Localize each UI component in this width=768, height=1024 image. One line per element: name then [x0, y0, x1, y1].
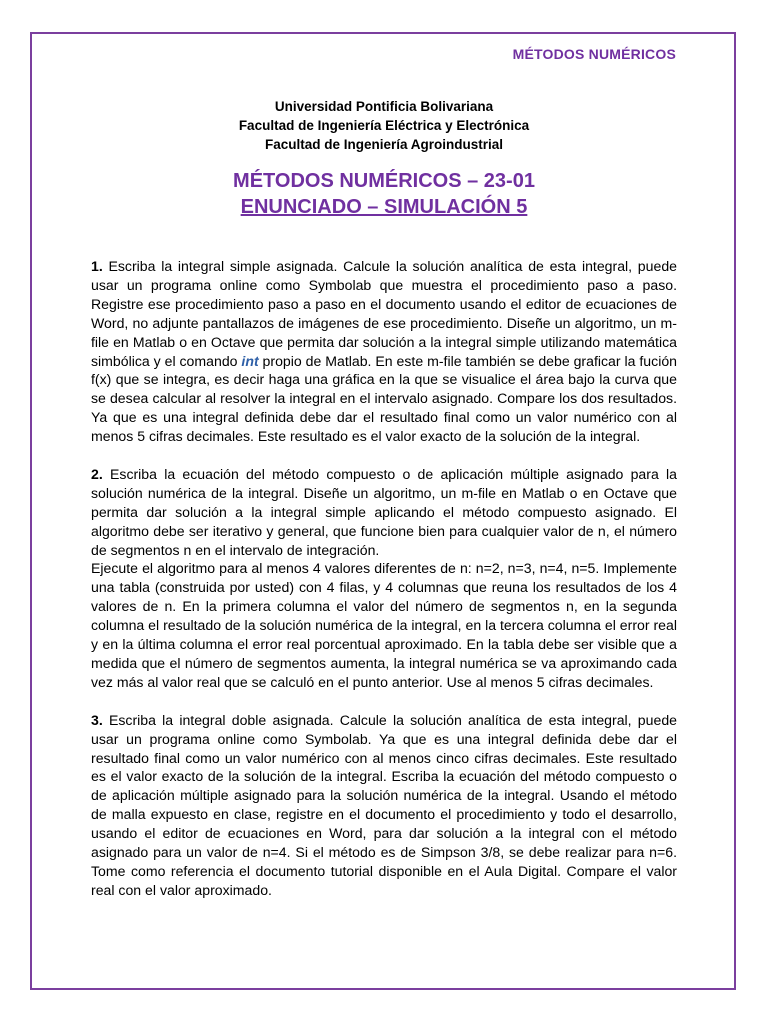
- item-number: 2.: [91, 465, 103, 482]
- running-header: MÉTODOS NUMÉRICOS: [512, 46, 676, 62]
- item-2: [91, 465, 677, 692]
- item-text: Ejecute el algoritmo para al menos 4 valores diferentes de n: n=2, n=3, n=4, n=5. Implemente una tabla (construida por usted) con 4 filas, y 4 columnas que reuna los resultados de los 4 valores de n. En la primera columna el valor del número de segmentos n, en la segunda columna el resultado de la solución numérica de la integral, en la tercera columna el error real y en la última columna el error real porcentual aproximado. En la tabla debe ser visible que a medida que el número de segmentos aumenta, la integral numérica se va aproximando cada vez más al valor real que se calculó en el punto anterior. Use al menos 5 cifras decimales.: [91, 560, 677, 690]
- item-text: Escriba la integral doble asignada. Calcule la solución analítica de esta integral, puede usar un programa online como Symbolab. Ya que es una integral definida debe dar el resultado final como un valor numérico con al menos cinco cifras decimales. Este resultado es el valor exacto de la solución de la integral. Escriba la ecuación del método compuesto o de aplicación múltiple asignado para la solución numérica de la integral. Usando el método de malla expuesto en clase, registre en el documento el procedimiento y todo el desarrollo, usando el editor de ecuaciones en Word, para dar solución a la integral con el método asignado para un valor de n=4. Si el método es de Simpson 3/8, se debe realizar para n=6. Tome como referencia el documento tutorial disponible en el Aula Digital. Compare el valor real con el valor aproximado.: [91, 711, 677, 898]
- university-name: Universidad Pontificia Bolivariana: [274, 99, 494, 114]
- item-text: Escriba la ecuación del método compuesto o de aplicación múltiple asignado para la solución numérica de la integral. Diseñe un algoritmo, un m-file en Matlab o en Octave que permita dar solución a la integral simple aplicando el método compuesto asignado. El algoritmo debe ser iterativo y general, que funcione bien para cualquier valor de n, el número de segmentos n en el intervalo de integración.: [91, 465, 677, 558]
- course-title: MÉTODOS NUMÉRICOS – 23-01: [233, 170, 535, 192]
- assignment-body: [91, 257, 677, 919]
- document-title: [0, 168, 768, 220]
- matlab-keyword: int: [241, 352, 259, 369]
- item-number: 1.: [91, 258, 103, 274]
- institution-block: [0, 97, 768, 154]
- item-text: Escriba la integral simple asignada. Calcule la solución analítica de esta integral, puede usar un programa online como Symbolab que muestra el procedimiento paso a paso. Registre ese procedimiento paso a paso en el documento usando el editor de ecuaciones de Word, no adjunte pantallazos de imágenes de ese procedimiento. Diseñe un algoritmo, un m-file en Matlab o en Octave que permita dar solución a la integral simple utilizando matemática simbólica y el comando: [91, 258, 677, 369]
- item-3: [91, 711, 677, 900]
- item-1: [91, 257, 677, 446]
- faculty-electrical: Facultad de Ingeniería Eléctrica y Electrónica: [238, 118, 530, 133]
- item-number: 3.: [91, 711, 103, 728]
- item-text: propio de Matlab. En este m-file también se debe graficar la fución f(x) que se integra, es decir haga una gráfica en la que se visualice el área bajo la curva que se desea calcular al resolver la integral en el intervalo asignado. Compare los dos resultados. Ya que es una integral definida debe dar el resultado final como un valor numérico con al menos 5 cifras decimales. Este resultado es el valor exacto de la solución de la integral.: [91, 352, 678, 445]
- assignment-title: ENUNCIADO – SIMULACIÓN 5: [240, 196, 528, 218]
- faculty-agroindustrial: Facultad de Ingeniería Agroindustrial: [264, 137, 504, 152]
